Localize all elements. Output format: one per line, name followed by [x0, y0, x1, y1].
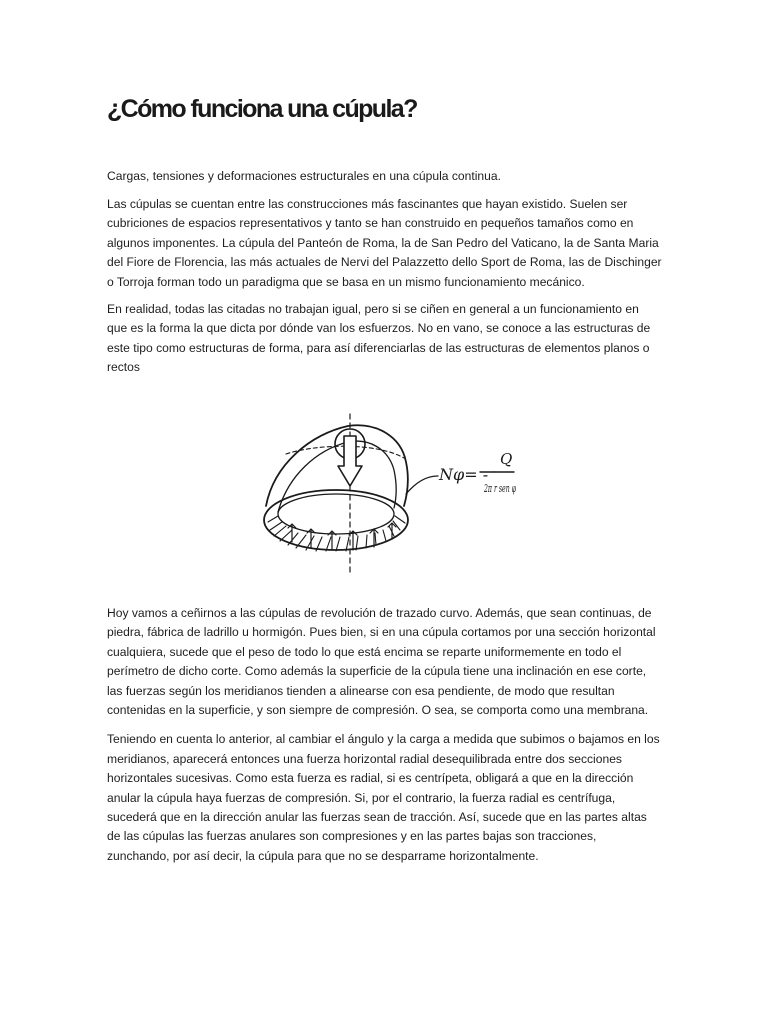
- formula-numerator: Q: [500, 450, 513, 468]
- article-continued: [107, 604, 662, 866]
- paragraph-revolution-domes: Hoy vamos a ceñirnos a las cúpulas de revolución de trazado curvo. Además, que sean continuas, de piedra, fábrica de ladrillo u hormigón. Pues bien, si en una cúpula cortamos por una sección horizontal cualquiera, sucede que el peso de todo lo que está encima se reparte uniformemente en todo el perímetro de dicho corte. Como además la superficie de la cúpula tiene una inclinación en ese corte, las fuerzas según los meridianos tienden a alinearse con esa pendiente, de modo que resultan contenidas en la superficie, y son siempre de compresión. O sea, se comporta como una membrana.: [107, 606, 656, 718]
- formula-leader: [406, 476, 438, 494]
- article-subtitle: Cargas, tensiones y deformaciones estructurales en una cúpula continua.: [107, 169, 501, 183]
- paragraph-hoop-forces: Teniendo en cuenta lo anterior, al cambiar el ángulo y la carga a medida que subimos o bajamos en los meridianos, aparecerá entonces una fuerza horizontal radial desequilibrada entre dos secciones horizontales sucesivas. Como esta fuerza es radial, si es centrípeta, obligará a que en la dirección anular la cúpula haya fuerzas de compresión. Si, por el contrario, la fuerza radial es centrífuga, sucederá que en la dirección anular las fuerzas sean de tracción. Así, sucede que en las partes altas de las cúpulas las fuerzas anulares son compresiones y en las partes bajas son tracciones, zunchando, por así decir, la cúpula para que no se desparrame horizontalmente.: [107, 732, 660, 863]
- formula-left: Nφ= -: [439, 465, 489, 484]
- paragraph-intro: Las cúpulas se cuentan entre las construcciones más fascinantes que hayan existido. Suelen ser cubriciones de espacios representativos y tanto se han construido en pequeños tamaños como en algunos imponentes. La cúpula del Panteón de Roma, la de San Pedro del Vaticano, la de Santa Maria del Fiore de Florencia, las más actuales de Nervi del Palazzetto dello Sport de Roma, las de Dischinger o Torroja forman todo un paradigma que se basa en un mismo funcionamiento mecánico.: [107, 197, 662, 289]
- dome-sketch-figure: [107, 414, 662, 584]
- paragraph-form-structures: En realidad, todas las citadas no trabajan igual, pero si se ciñen en general a un funcionamiento en que es la forma la que dicta por dónde van los esfuerzos. No en vano, se conoce a las estructuras de este tipo como estructuras de forma, para así diferenciarlas de las estructuras de elementos planos o rectos: [107, 302, 651, 375]
- page-title: ¿Cómo funciona una cúpula?: [107, 95, 417, 123]
- formula-denominator: 2π r sen φ: [483, 482, 517, 495]
- dome-sketch: [256, 414, 516, 584]
- article: [107, 92, 662, 863]
